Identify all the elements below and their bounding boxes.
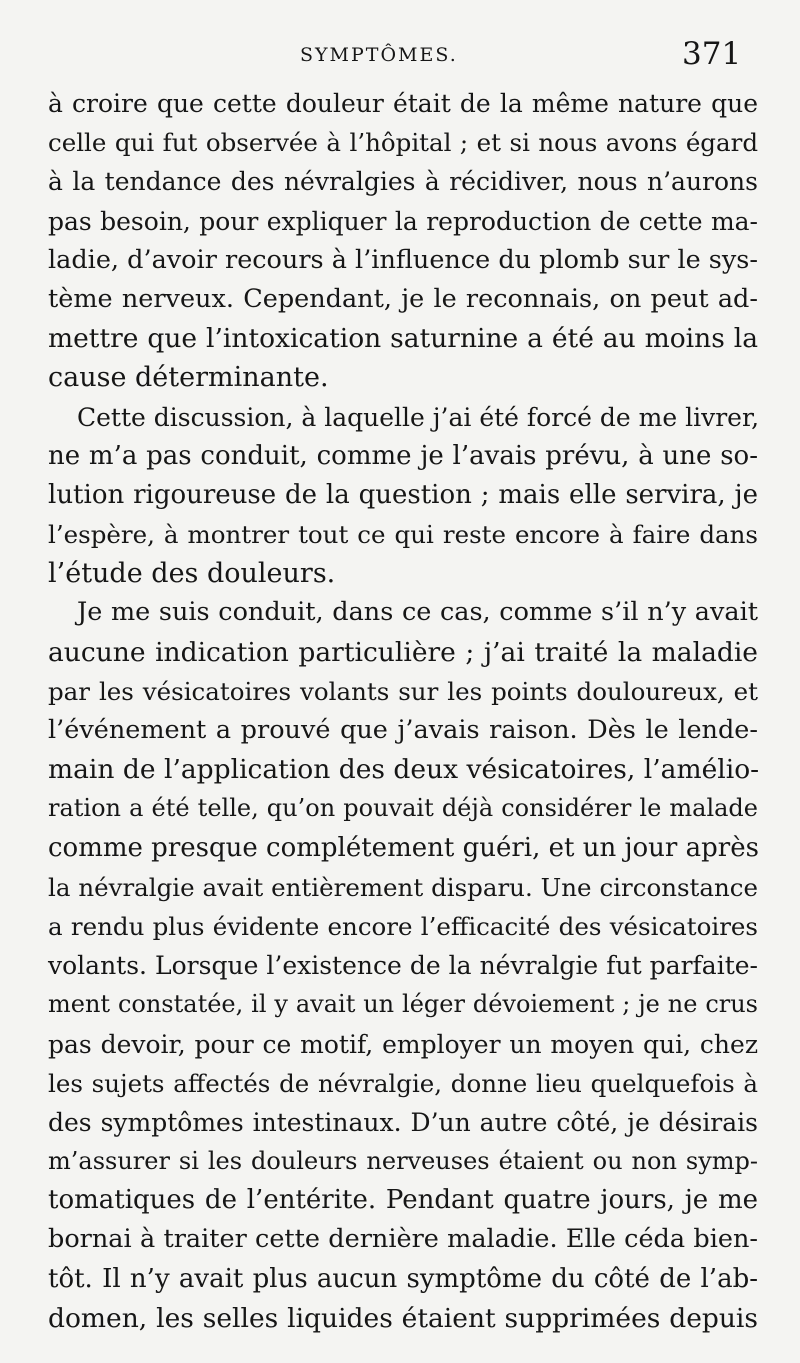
body-text	[48, 84, 758, 1338]
text-line: ration a été telle, qu’on pouvait déjà considérer le malade	[48, 794, 758, 823]
text-line: ne m’a pas conduit, comme je l’avais prévu, à une so-	[48, 440, 758, 471]
text-line: cause déterminante.	[48, 362, 329, 394]
text-line: tème nerveux. Cependant, je le reconnais, on peut ad-	[48, 283, 758, 314]
text-line: m’assurer si les douleurs nerveuses étaient ou non symp-	[48, 1147, 758, 1176]
text-line: les sujets affectés de névralgie, donne lieu quelquefois à	[48, 1068, 758, 1098]
text-line: lution rigoureuse de la question ; mais elle servira, je	[48, 479, 758, 510]
text-line: volants. Lorsque l’existence de la névralgie fut parfaite-	[48, 951, 758, 981]
text-line: à croire que cette douleur était de la même nature que	[48, 89, 758, 118]
text-line: celle qui fut observée à l’hôpital ; et si nous avons égard	[48, 128, 758, 158]
text-line: tomatiques de l’entérite. Pendant quatre jours, je me	[48, 1185, 758, 1216]
text-line: Cette discussion, à laquelle j’ai été forcé de me livrer,	[77, 402, 760, 432]
text-line: l’étude des douleurs.	[48, 558, 336, 590]
text-line: main de l’application des deux vésicatoires, l’amélio-	[48, 754, 760, 786]
text-line: Je me suis conduit, dans ce cas, comme s’il n’y avait	[77, 597, 758, 628]
text-line: a rendu plus évidente encore l’efficacité des vésicatoires	[48, 911, 758, 941]
text-line: aucune indication particulière ; j’ai traité la maladie	[48, 636, 758, 668]
text-line: des symptômes intestinaux. D’un autre côté, je désirais	[48, 1107, 758, 1137]
text-line: la névralgie avait entièrement disparu. Une circonstance	[48, 872, 758, 902]
text-line: pas devoir, pour ce motif, employer un moyen qui, chez	[48, 1029, 758, 1059]
page-number: 371	[682, 36, 742, 72]
page-header	[0, 36, 800, 86]
text-line: mettre que l’intoxication saturnine a été au moins la	[48, 323, 758, 355]
text-line: comme presque complétement guéri, et un jour après	[48, 832, 759, 863]
text-line: à la tendance des névralgies à récidiver, nous n’aurons	[48, 167, 758, 197]
running-head: SYMPTÔMES.	[300, 44, 458, 66]
text-line: par les vésicatoires volants sur les points douloureux, et	[48, 676, 758, 706]
text-line: ladie, d’avoir recours à l’influence du plomb sur le sys-	[48, 244, 758, 275]
text-line: tôt. Il n’y avait plus aucun symptôme du côté de l’ab-	[48, 1263, 758, 1294]
text-line: l’espère, à montrer tout ce qui reste encore à faire dans	[48, 520, 758, 550]
text-line: bornai à traiter cette dernière maladie. Elle céda bien-	[48, 1224, 758, 1255]
text-line: l’événement a prouvé que j’avais raison. Dès le lende-	[48, 715, 758, 745]
text-line: ment constatée, il y avait un léger dévoiement ; je ne crus	[48, 990, 758, 1019]
text-line: pas besoin, pour expliquer la reproduction de cette ma-	[48, 206, 758, 236]
text-line: domen, les selles liquides étaient supprimées depuis	[48, 1302, 758, 1334]
